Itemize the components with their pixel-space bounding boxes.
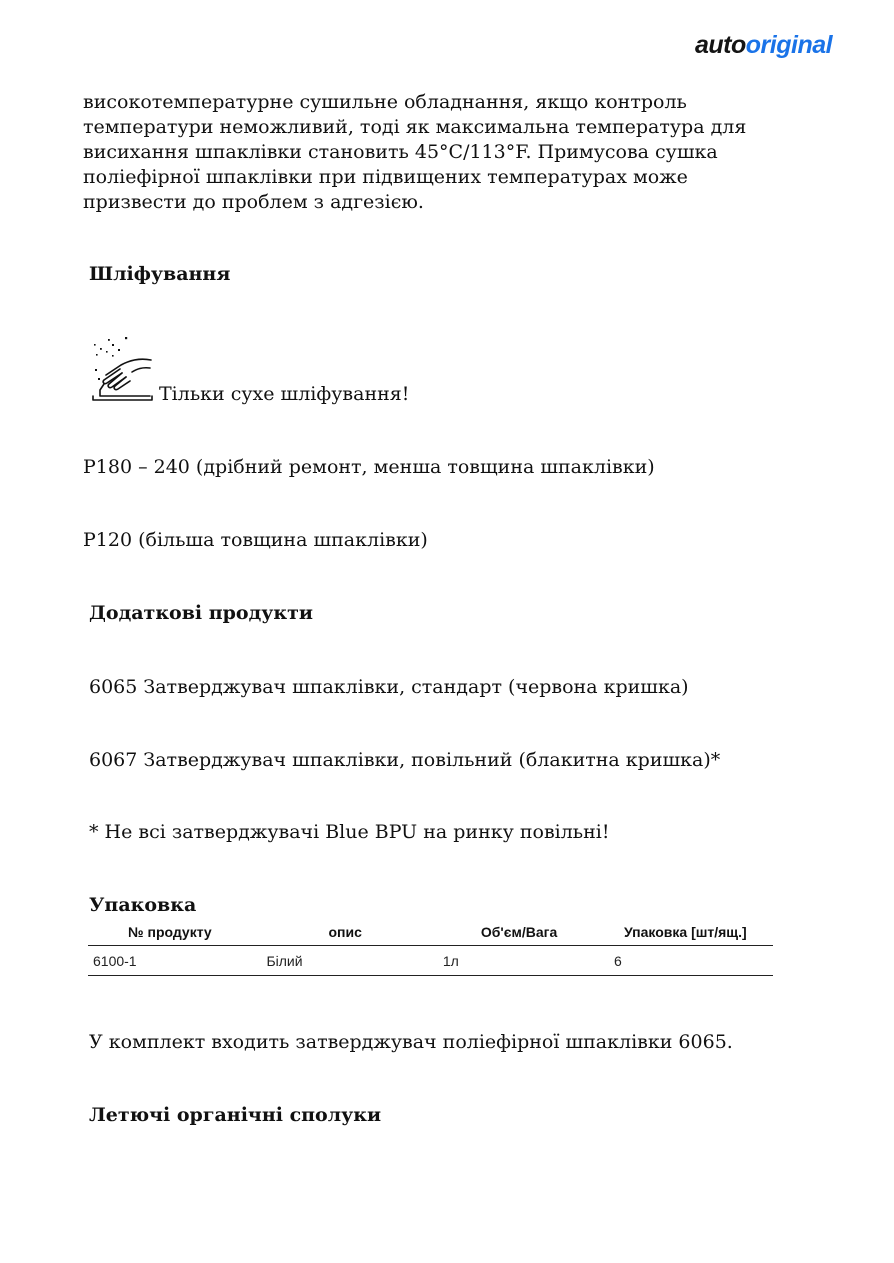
hardener-slow-text: 6067 Затверджувач шпаклівки, повільний (блакитна кришка)* [89, 749, 721, 771]
cell-package-qty: 6 [614, 946, 773, 976]
logo-part-auto: auto [695, 31, 746, 59]
sanding-heading: Шліфування [89, 263, 231, 285]
logo-part-original: original [745, 31, 833, 59]
voc-heading: Летючі органічні сполуки [89, 1104, 382, 1126]
autooriginal-logo [695, 30, 832, 60]
cell-description: Білий [266, 946, 442, 976]
packaging-table [88, 920, 773, 976]
table-header-row [88, 920, 773, 946]
col-volume-weight: Об'єм/Вага [443, 920, 614, 946]
intro-paragraph: високотемпературне сушильне обладнання, якщо контроль температури неможливий, тоді як максимальна температура для висихання шпаклівки становить 45°C/113°F. Примусова сушка поліефірної шпаклівки при підвищених температурах може призвести до проблем з адгезією. [83, 91, 747, 213]
hardener-footnote: * Не всі затверджувачі Blue BPU на ринку повільні! [89, 821, 610, 843]
cell-volume-weight: 1л [443, 946, 614, 976]
table-row [88, 946, 773, 976]
additional-products-heading: Додаткові продукти [89, 602, 314, 624]
dry-sanding-only-text: Тільки сухе шліфування! [159, 383, 410, 405]
kit-contents-text: У комплект входить затверджувач поліефірної шпаклівки 6065. [89, 1031, 733, 1053]
grit-coarse-text: P120 (більша товщина шпаклівки) [83, 529, 428, 551]
dry-sanding-icon [90, 334, 156, 404]
col-description: опис [266, 920, 442, 946]
hardener-standard-text: 6065 Затверджувач шпаклівки, стандарт (червона кришка) [89, 676, 689, 698]
col-package-qty: Упаковка [шт/ящ.] [614, 920, 773, 946]
col-product-number: № продукту [88, 920, 266, 946]
grit-fine-text: P180 – 240 (дрібний ремонт, менша товщина шпаклівки) [83, 456, 655, 478]
packaging-heading: Упаковка [89, 894, 197, 916]
cell-product-number: 6100-1 [88, 946, 266, 976]
